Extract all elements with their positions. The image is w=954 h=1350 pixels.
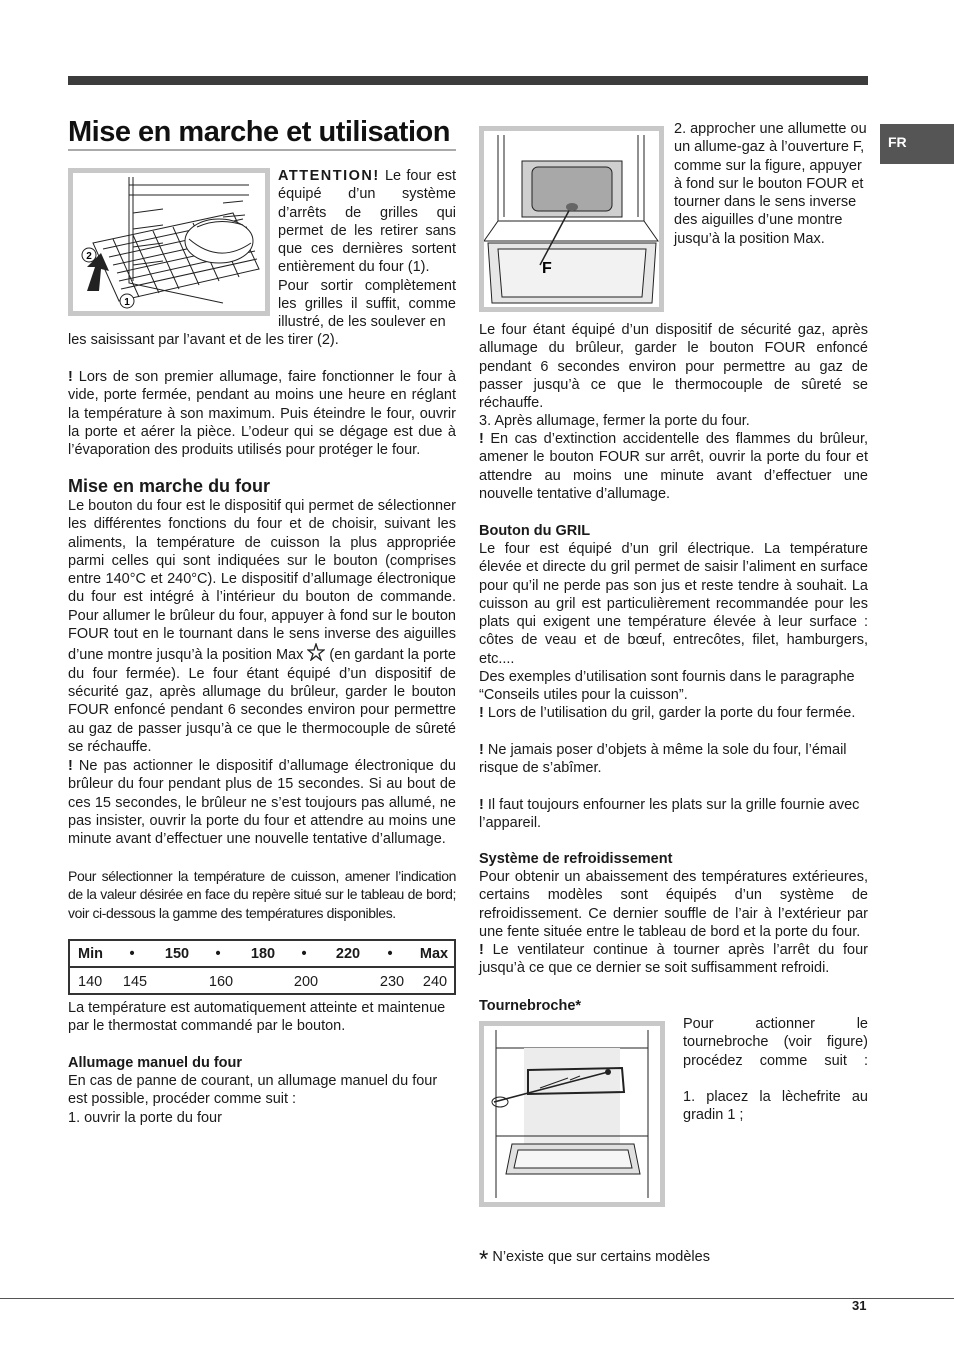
temp-value: 240 <box>422 974 448 990</box>
section-heading-tournebroche: Tournebroche* <box>479 998 582 1014</box>
figure-label-1: 1 <box>124 297 130 308</box>
warning-mark: ! <box>479 942 484 959</box>
temp-header-min: Min <box>78 946 103 962</box>
warning-gril-text: Lors de l’utilisation du gril, garder la porte du four fermée. <box>487 705 856 721</box>
warning-15s-paragraph <box>68 757 456 848</box>
page-number: 31 <box>852 1298 867 1313</box>
temp-header-180: 180 <box>250 946 276 962</box>
temp-value: 230 <box>379 974 405 990</box>
grilles-text-a: Pour sortir complètement les grilles il suffit, comme illustré, de les soulever en <box>278 277 456 331</box>
language-tab: FR <box>880 124 954 164</box>
warning-mark: ! <box>68 369 73 385</box>
temp-value: 160 <box>208 974 234 990</box>
warning-mark: ! <box>68 758 73 774</box>
tourne-step-1: 1. placez la lèchefrite au gradin 1 ; <box>683 1088 868 1124</box>
select-temp-paragraph: Pour sélectionner la température de cuisson, amener l’indication de la valeur désirée en face du repère situé sur le tableau de bord; voir ci-dessous la gamme des températures disponibles. <box>68 868 456 921</box>
figure-label-f: F <box>542 260 552 277</box>
warning-grille-text: Il faut toujours enfourner les plats sur la grille fournie avec l’appareil. <box>479 797 860 832</box>
footnote <box>479 1246 710 1274</box>
temp-header-dot: • <box>301 946 307 962</box>
temp-header-max: Max <box>419 946 449 962</box>
warning-grille <box>479 796 868 833</box>
temp-header-220: 220 <box>335 946 361 962</box>
temp-header-150: 150 <box>164 946 190 962</box>
manuel-text: En cas de panne de courant, un allumage manuel du four est possible, procéder comme suit : <box>68 1073 438 1108</box>
warning-sole-text: Ne jamais poser d’objets à même la sole du four, l’émail risque de s’abîmer. <box>479 742 847 777</box>
extinction-paragraph <box>479 430 868 503</box>
mise-text-a: Le bouton du four est le dispositif qui permet de sélectionner les différentes fonctions du four et de choisir, suivant les aliments, la température de cuisson la plus appropriée parmi celles qui sont indiquées sur le bouton (comprises entre 140°C et 240°C). Le dispositif d’allumage électronique du four est intégré à l’intérieur du bouton de commande. Pour allumer le brûleur du four, appuyer à fond sur le bouton FOUR tout en le tournant dans le sens inverse des aiguilles d’une montre jusqu’à la position Max <box>68 498 456 664</box>
temp-header-dot: • <box>129 946 135 962</box>
refroidissement-section <box>479 850 868 978</box>
step-2: 2. approcher une allumette ou un allume-gaz à l’ouverture F, comme sur la figure, appuyer à fond sur le bouton FOUR et tourner dans le sens inverse des aiguilles d’une montre jusqu’à la position Max. <box>674 121 867 247</box>
warning-sole <box>479 741 868 778</box>
oven-rack-figure <box>68 168 270 316</box>
step-3: 3. Après allumage, fermer la porte du four. <box>479 413 750 430</box>
top-rule <box>68 76 868 85</box>
attention-text: Le four est équipé d’un système d’arrêts de grilles qui permet de les retirer sans que ces dernières sortent entièrement du four (1). <box>278 168 456 276</box>
star-icon <box>307 643 325 661</box>
mise-en-marche-section <box>68 475 456 756</box>
section-heading-gril: Bouton du GRIL <box>479 523 591 539</box>
gril-examples: Des exemples d’utilisation sont fournis dans le paragraphe “Conseils utiles pour la cuisson”. <box>479 669 855 704</box>
grilles-text-b: les saisissant par l’avant et de les tirer (2). <box>68 332 339 348</box>
rotisserie-illustration <box>484 1026 660 1202</box>
rotisserie-figure <box>479 1021 665 1207</box>
oven-ignition-illustration <box>484 131 659 307</box>
first-use-paragraph <box>68 368 456 459</box>
temp-value: 140 <box>78 974 103 990</box>
figure-label-2: 2 <box>86 251 92 262</box>
warning-mark: ! <box>479 742 484 758</box>
securite-text: Le four étant équipé d’un dispositif de sécurité gaz, après allumage du brûleur, garder le bouton FOUR enfoncé pendant 6 secondes environ pour permettre au gaz de passer jusqu’à ce que le thermocouple de sûreté se réchauffe. <box>479 322 868 412</box>
thermostat-paragraph: La température est automatiquement atteinte et maintenue par le thermostat commandé par le bouton. <box>68 1000 446 1035</box>
tourne-text: Pour actionner le tournebroche (voir figure) procédez comme suit : <box>683 1016 868 1069</box>
attention-label: ATTENTION! <box>278 168 380 184</box>
refroid-text: Pour obtenir un abaissement des températures extérieures, certains modèles sont équipés d’un système de refroidissement. Ce dernier souffle de l’air à l’extérieur par une fente située entre le tableau de bord et la porte du four. <box>479 869 868 940</box>
temp-header-dot: • <box>387 946 393 962</box>
allumage-manuel-section <box>68 1054 456 1127</box>
temp-header-dot: • <box>215 946 221 962</box>
securite-paragraph <box>479 321 868 431</box>
gril-section <box>479 522 868 705</box>
footnote-star: * <box>479 1246 489 1273</box>
tournebroche-text <box>683 1015 868 1124</box>
bottom-rule <box>0 1298 954 1299</box>
temperature-table <box>68 939 456 995</box>
warning-mark: ! <box>479 431 484 447</box>
section-heading-mise: Mise en marche du four <box>68 476 271 496</box>
step-1: 1. ouvrir la porte du four <box>68 1109 222 1126</box>
oven-rack-illustration <box>73 173 265 311</box>
title-underline <box>68 149 456 151</box>
warning-mark: ! <box>479 797 484 813</box>
extinction-text: En cas d’extinction accidentelle des flammes du brûleur, amener le bouton FOUR sur arrêt, ouvrir la porte du four et attendre au moins une minute avant d’effectuer une nouvelle tentative d’allumage. <box>479 431 868 502</box>
page-title: Mise en marche et utilisation <box>68 116 450 148</box>
attention-paragraph <box>278 167 456 332</box>
refroid-warn: Le ventilateur continue à tourner après l’arrêt du four jusqu’à ce que ce dernier se soit suffisamment refroidi. <box>479 942 869 977</box>
first-use-text: Lors de son premier allumage, faire fonctionner le four à vide, porte fermée, pendant au moins une heure en réglant la température à son maximum. Puis éteindre le four, ouvrir la porte et aérer la pièce. L’odeur qui se dégage est due à l’évaporation des produits utilisés pour protéger le four. <box>68 369 457 459</box>
warning-gril <box>479 704 868 722</box>
section-heading-manuel: Allumage manuel du four <box>68 1055 243 1071</box>
gril-text: Le four est équipé d’un gril électrique. La température élevée et directe du gril permet de saisir l’aliment en surface pour qu’il ne perde pas son jus et reste tendre à souhait. La cuisson au gril est particulièrement recommandée pour les plats qui exigent une température élevée à leur surface : côtes de veau et de bœuf, entrecôtes, filet, hamburgers, etc.... <box>479 541 868 667</box>
warning-15s-text: Ne pas actionner le dispositif d’allumage électronique du brûleur du four pendant plus de 15 secondes. Si au bout de ces 15 secondes, le brûleur ne s’est toujours pas allumé, ne pas insister, ouvrir la porte du four et attendre au moins une minute avant d’effectuer une nouvelle tentative d’allumage. <box>68 758 456 848</box>
footnote-text: N’existe que sur certains modèles <box>492 1249 710 1265</box>
section-heading-refroidissement: Système de refroidissement <box>479 851 673 867</box>
warning-mark: ! <box>479 705 484 721</box>
oven-ignition-figure <box>479 126 664 312</box>
temp-value: 145 <box>122 974 148 990</box>
mise-text-b: (en gardant la porte du four fermée). Le four étant équipé d’un dispositif de sécurité gaz, après allumage du brûleur, garder le bouton FOUR enfoncé pendant 6 secondes environ pour permettre au gaz de passer jusqu’à ce que le thermocouple de sûreté se réchauffe. <box>68 647 456 755</box>
temp-value: 200 <box>293 974 319 990</box>
